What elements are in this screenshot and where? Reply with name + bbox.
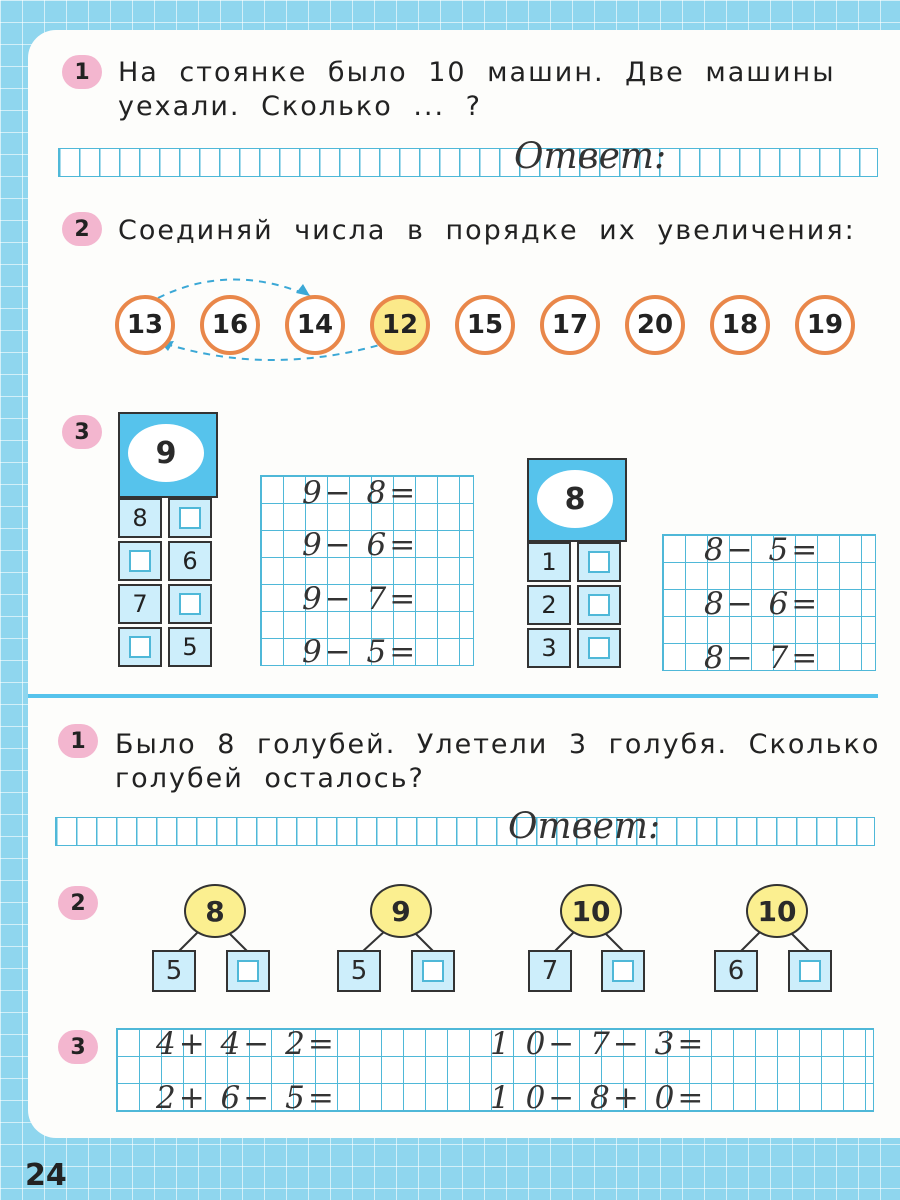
page-number: 24	[25, 1158, 67, 1193]
answer-box[interactable]	[237, 960, 259, 982]
number-tree-top: 8	[184, 884, 246, 938]
task-number-badge: 2	[58, 886, 98, 920]
number-circle-highlighted[interactable]: 12	[370, 295, 430, 355]
house-cell: 3	[527, 628, 571, 668]
task-text-line: уехали. Сколько ... ?	[118, 91, 483, 122]
house-top-number: 8	[537, 470, 613, 528]
number-circle[interactable]: 14	[285, 295, 345, 355]
task-number-badge: 1	[58, 724, 98, 758]
answer-box[interactable]	[799, 960, 821, 982]
house-cell: 1	[527, 542, 571, 582]
handwritten-expression: 2+ 6− 5=	[156, 1080, 337, 1116]
number-circle[interactable]: 16	[200, 295, 260, 355]
number-tree-top: 10	[746, 884, 808, 938]
house-cell: 8	[118, 498, 162, 538]
number-circle[interactable]: 18	[710, 295, 770, 355]
answer-label: Ответ:	[514, 136, 667, 177]
number-tree-top: 10	[560, 884, 622, 938]
number-tree-box: 6	[714, 950, 758, 992]
task-number-badge: 3	[58, 1030, 98, 1064]
task-text-line: голубей осталось?	[115, 763, 425, 794]
number-circle[interactable]: 13	[115, 295, 175, 355]
answer-label: Ответ:	[508, 806, 661, 847]
number-tree-box: 5	[337, 950, 381, 992]
handwritten-expression: 9− 5=	[302, 634, 419, 670]
handwritten-expression: 8− 7=	[704, 640, 821, 676]
house-cell: 6	[168, 541, 212, 581]
task-text-line: Было 8 голубей. Улетели 3 голубя. Сколько	[115, 729, 881, 760]
number-tree-box-empty[interactable]	[226, 950, 270, 992]
task-number-badge: 3	[62, 415, 102, 449]
number-tree-box-empty[interactable]	[601, 950, 645, 992]
number-tree-top: 9	[370, 884, 432, 938]
handwritten-expression: 8− 5=	[704, 532, 821, 568]
house-cell: 2	[527, 585, 571, 625]
number-circle[interactable]: 20	[625, 295, 685, 355]
task-number-badge: 2	[62, 212, 102, 246]
number-tree-box: 5	[152, 950, 196, 992]
handwritten-expression: 1 0− 7− 3=	[490, 1026, 707, 1062]
house-cell: 7	[118, 584, 162, 624]
number-circle[interactable]: 15	[455, 295, 515, 355]
house-top-number: 9	[128, 424, 204, 482]
number-tree-box: 7	[528, 950, 572, 992]
number-circle[interactable]: 17	[540, 295, 600, 355]
handwritten-expression: 9− 7=	[302, 581, 419, 617]
number-tree-box-empty[interactable]	[788, 950, 832, 992]
answer-box[interactable]	[422, 960, 444, 982]
handwritten-expression: 9− 8=	[302, 475, 419, 511]
handwritten-expression: 9− 6=	[302, 527, 419, 563]
number-circle[interactable]: 19	[795, 295, 855, 355]
handwritten-expression: 8− 6=	[704, 586, 821, 622]
house-cell: 5	[168, 627, 212, 667]
task-text-line: На стоянке было 10 машин. Две машины	[118, 57, 836, 88]
task-text-line: Соединяй числа в порядке их увеличения:	[118, 215, 856, 246]
handwritten-expression: 1 0− 8+ 0=	[490, 1080, 707, 1116]
answer-box[interactable]	[612, 960, 634, 982]
handwritten-expression: 4+ 4− 2=	[156, 1026, 337, 1062]
task-number-badge: 1	[62, 55, 102, 89]
number-tree-box-empty[interactable]	[411, 950, 455, 992]
